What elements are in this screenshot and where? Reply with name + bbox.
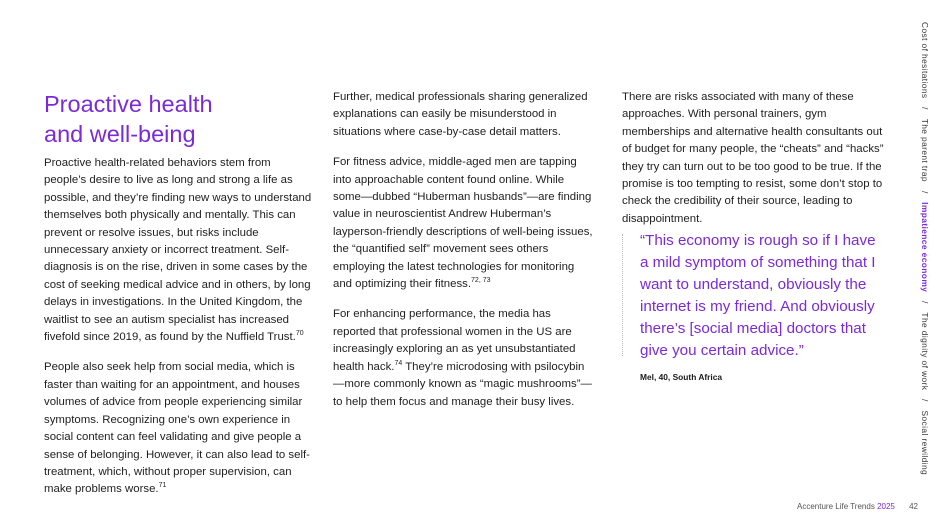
nav-separator: / xyxy=(920,300,930,304)
paragraph xyxy=(44,155,312,346)
quote-rule xyxy=(622,234,627,356)
page-number: 42 xyxy=(909,502,918,511)
paragraph xyxy=(44,359,312,498)
paragraph-text: For fitness advice, middle-aged men are tapping into approachable content found online. While some—dubbed “Huberman husbands”—are finding value in neuroscientist Andrew Huberman’s layperson-friendly descriptions of well-being issues, the “quantified self” movement sees others employing the latest technologies for monitoring and optimizing their fitness. xyxy=(333,156,593,291)
paragraph xyxy=(333,89,595,141)
title-line-2: and well-being xyxy=(44,121,196,147)
nav-item-cost-of-hesitations[interactable]: Cost of hesitations xyxy=(920,22,930,99)
footer xyxy=(797,502,918,511)
paragraph-text: There are risks associated with many of these approaches. With personal trainers, gym memberships and alternative health consultants out of budget for many people, the “cheats” and “hacks” they try can turn out to be too good to be true. If the promise is too tempting to resist, some don’t stop to check the credibility of their source, leading to disappointment. xyxy=(622,91,884,225)
column-3 xyxy=(622,89,884,241)
nav-item-impatience-economy[interactable]: Impatience economy xyxy=(920,202,930,293)
paragraph-text: Proactive health-related behaviors stem from people’s desire to live as long and strong a life as possible, and they’re finding new ways to understand themselves both physically and mentally. This can prevent or resolve issues, but risks include unnecessary anxiety or incorrect treatment. Self-diagnosis is on the rise, driven in some cases by the cost of seeking medical advice and in others, by long delays in investigations. In the United Kingdom, the waitlist to see an autism specialist has increased fivefold since 2019, as found by the Nuffield Trust. xyxy=(44,157,312,344)
section-nav xyxy=(914,22,930,476)
footer-brand: Accenture Life Trends xyxy=(797,502,875,511)
title-line-1: Proactive health xyxy=(44,91,213,117)
nav-separator: / xyxy=(920,107,930,110)
nav-item-the-dignity-of-work[interactable]: The dignity of work xyxy=(920,312,930,391)
footnote-ref: 74 xyxy=(394,359,403,367)
footnote-ref: 71 xyxy=(158,482,167,490)
paragraph-text: People also seek help from social media, which is faster than waiting for an appointment, and houses volumes of advice from people experiencing similar symptoms. Recognizing one’s own experience in social content can feel validating and give people a sense of belonging. However, it can also lead to self-treatment, which, without proper supervision, can make problems worse. xyxy=(44,361,310,496)
nav-separator: / xyxy=(920,399,930,402)
footer-year: 2025 xyxy=(877,502,895,511)
quote-attribution: Mel, 40, South Africa xyxy=(640,372,723,382)
paragraph-text: They’re microdosing with psilocybin—more commonly known as “magic mushrooms”—to help them focus and manage their busy lives. xyxy=(333,360,592,408)
quote-text: “This economy is rough so if I have a mild symptom of something that I want to understand, obviously the internet is my friend. And obviously there’s [social media] doctors that give you certain advice.” xyxy=(640,232,876,359)
footnote-ref: 72, 73 xyxy=(471,277,491,285)
paragraph-text: Further, medical professionals sharing generalized explanations can easily be misunderstood in situations where case-by-case detail matters. xyxy=(333,91,588,138)
nav-item-social-rewilding[interactable]: Social rewilding xyxy=(920,410,930,476)
paragraph-text: For enhancing performance, the media has reported that professional women in the US are increasingly exploring an as yet unsubstantiated health hack. xyxy=(333,308,576,373)
column-1 xyxy=(44,155,312,512)
nav-separator: / xyxy=(920,190,930,194)
paragraph xyxy=(622,89,884,228)
footnote-ref: 70 xyxy=(295,330,304,338)
column-2 xyxy=(333,89,595,424)
pull-quote xyxy=(622,230,884,382)
paragraph xyxy=(333,306,595,410)
page-title xyxy=(44,89,284,149)
paragraph xyxy=(333,154,595,293)
nav-item-the-parent-trap[interactable]: The parent trap xyxy=(920,118,930,182)
